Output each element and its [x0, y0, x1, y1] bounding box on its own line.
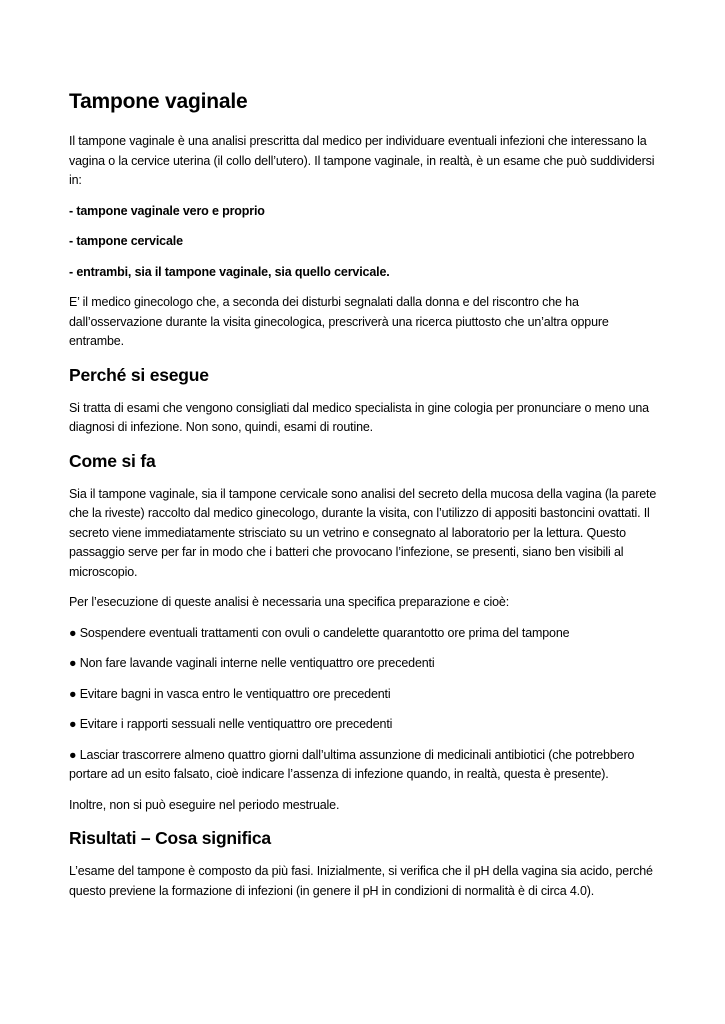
menstrual-note: Inoltre, non si può eseguire nel periodo mestruale.	[69, 797, 340, 812]
why-paragraph: Si tratta di esami che vengono consigliati dal medico specialista in gine cologia per pronunciare o meno una diagnosi di infezione. Non sono, quindi, esami di routine.	[69, 400, 649, 434]
document-page	[69, 88, 659, 912]
prep-list-item: ● Sospendere eventuali trattamenti con ovuli o candelette quarantotto ore prima del tampone	[69, 625, 570, 640]
prep-list-item: ● Non fare lavande vaginali interne nelle ventiquattro ore precedenti	[69, 656, 435, 670]
type-item-cervical: - tampone cervicale	[69, 234, 183, 248]
type-item-both: - entrambi, sia il tampone vaginale, sia quello cervicale.	[69, 264, 390, 279]
prep-list-item: ● Evitare i rapporti sessuali nelle ventiquattro ore precedenti	[69, 717, 393, 731]
prep-intro-paragraph: Per l’esecuzione di queste analisi è necessaria una specifica preparazione e cioè:	[69, 595, 510, 609]
type-item-vaginal: - tampone vaginale vero e proprio	[69, 203, 265, 218]
section-heading-results: Risultati – Cosa significa	[69, 828, 271, 848]
section-heading-how: Come si fa	[69, 450, 156, 471]
prep-list-item: ● Lasciar trascorrere almeno quattro giorni dall’ultima assunzione di medicinali antibiotici (che potrebbero portare ad un esito falsato, cioè indicare l’assenza di infezione quando, in realtà, questa è presente).	[69, 747, 635, 781]
intro-end-paragraph: E’ il medico ginecologo che, a seconda dei disturbi segnalati dalla donna e del riscontro che ha dall’osservazione durante la visita ginecologica, prescriverà una ricerca piuttosto che un’altra oppure entrambe.	[69, 295, 609, 348]
results-paragraph: L’esame del tampone è composto da più fasi. Inizialmente, si verifica che il pH della vagina sia acido, perché questo previene la formazione di infezioni (in genere il pH in condizioni di normalità è di circa 4.0).	[69, 864, 653, 898]
intro-paragraph: Il tampone vaginale è una analisi prescritta dal medico per individuare eventuali infezioni che interessano la vagina o la cervice uterina (il collo dell’utero). Il tampone vaginale, in realtà, è un esame che può suddividersi in:	[69, 134, 655, 187]
page-title: Tampone vaginale	[69, 90, 248, 113]
section-heading-why: Perché si esegue	[69, 364, 209, 385]
prep-list-item: ● Evitare bagni in vasca entro le ventiquattro ore precedenti	[69, 686, 391, 701]
how-paragraph: Sia il tampone vaginale, sia il tampone cervicale sono analisi del secreto della mucosa della vagina (la parete che la riveste) raccolto dal medico ginecologo, durante la visita, con l’utilizzo di appositi bastoncini ovattati. Il secreto viene immediatamente strisciato su un vetrino e consegnato al laboratorio per la lettura. Questo passaggio serve per far in modo che i batteri che provocano l’infezione, se presenti, siano ben visibili al microscopio.	[69, 486, 657, 579]
